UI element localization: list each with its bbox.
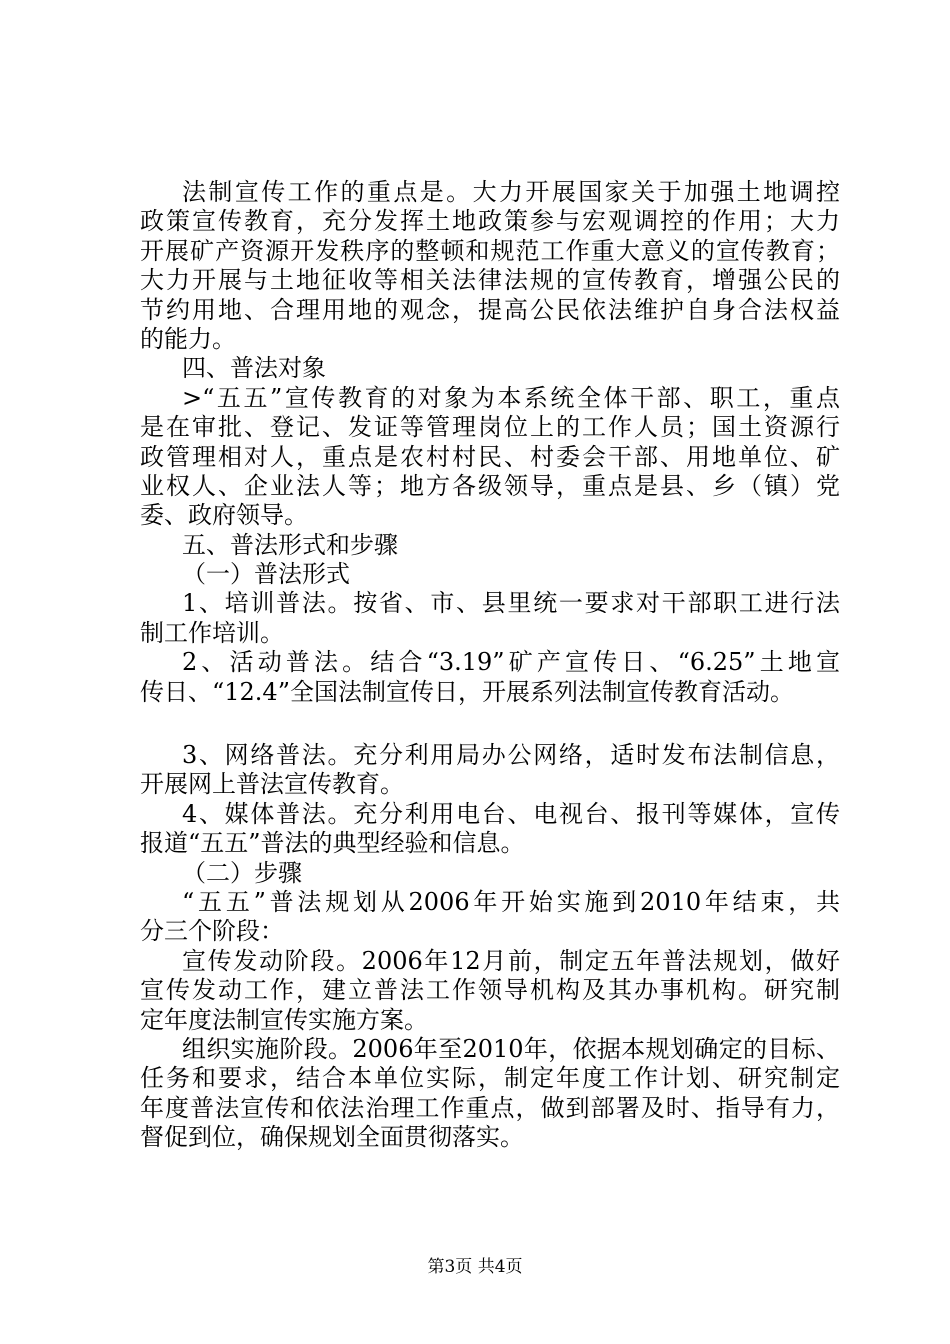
- paragraph-line: 的能力。: [140, 324, 236, 353]
- paragraph-line: 分三个阶段：: [140, 917, 284, 946]
- section-heading: 五、普法形式和步骤: [182, 530, 398, 559]
- paragraph-line: 业权人、企业法人等；地方各级领导，重点是县、乡（镇）党: [140, 471, 840, 500]
- paragraph-line: “五五”普法规划从2006年开始实施到2010年结束，共: [182, 887, 840, 916]
- paragraph-line: 组织实施阶段。2006年至2010年，依据本规划确定的目标、: [182, 1034, 840, 1063]
- subsection-heading: （二）步骤: [182, 858, 302, 887]
- paragraph-line: 督促到位，确保规划全面贯彻落实。: [140, 1123, 524, 1152]
- paragraph-line: 宣传发动工作，建立普法工作领导机构及其办事机构。研究制: [140, 976, 840, 1005]
- document-body: [140, 178, 840, 1153]
- paragraph-line: >“五五”宣传教育的对象为本系统全体干部、职工，重点: [182, 383, 840, 412]
- paragraph-line: 年度普法宣传和依法治理工作重点，做到部署及时、指导有力，: [140, 1093, 840, 1122]
- paragraph-line: 节约用地、合理用地的观念，提高公民依法维护自身合法权益: [140, 295, 840, 324]
- paragraph-line: 1、培训普法。按省、市、县里统一要求对干部职工进行法: [182, 589, 840, 618]
- blank-line: [140, 707, 840, 741]
- paragraph-line: 传日、“12.4”全国法制宣传日，开展系列法制宣传教育活动。: [140, 677, 794, 706]
- paragraph-line: 定年度法制宣传实施方案。: [140, 1005, 428, 1034]
- paragraph-line: 宣传发动阶段。2006年12月前，制定五年普法规划，做好: [182, 946, 840, 975]
- paragraph-line: 开展网上普法宣传教育。: [140, 770, 404, 799]
- section-heading: 四、普法对象: [182, 354, 326, 383]
- paragraph-line: 4、媒体普法。充分利用电台、电视台、报刊等媒体，宣传: [182, 799, 840, 828]
- paragraph-line: 委、政府领导。: [140, 501, 308, 530]
- paragraph-line: 2、活动普法。结合“3.19”矿产宣传日、“6.25”土地宣: [182, 648, 840, 677]
- paragraph-line: 政策宣传教育，充分发挥土地政策参与宏观调控的作用；大力: [140, 207, 840, 236]
- paragraph-line: 制工作培训。: [140, 618, 284, 647]
- paragraph-line: 3、网络普法。充分利用局办公网络，适时发布法制信息，: [182, 741, 840, 770]
- paragraph-line: 任务和要求，结合本单位实际，制定年度工作计划、研究制定: [140, 1064, 840, 1093]
- page-number: 第3页 共4页: [427, 1257, 523, 1277]
- paragraph-line: 开展矿产资源开发秩序的整顿和规范工作重大意义的宣传教育；: [140, 236, 840, 265]
- paragraph-line: 大力开展与土地征收等相关法律法规的宣传教育，增强公民的: [140, 266, 840, 295]
- paragraph-line: 法制宣传工作的重点是。大力开展国家关于加强土地调控: [182, 178, 840, 206]
- subsection-heading: （一）普法形式: [182, 560, 350, 589]
- paragraph-line: 是在审批、登记、发证等管理岗位上的工作人员；国土资源行: [140, 413, 840, 442]
- paragraph-line: 政管理相对人，重点是农村村民、村委会干部、用地单位、矿: [140, 442, 840, 471]
- paragraph-line: 报道“五五”普法的典型经验和信息。: [140, 829, 525, 858]
